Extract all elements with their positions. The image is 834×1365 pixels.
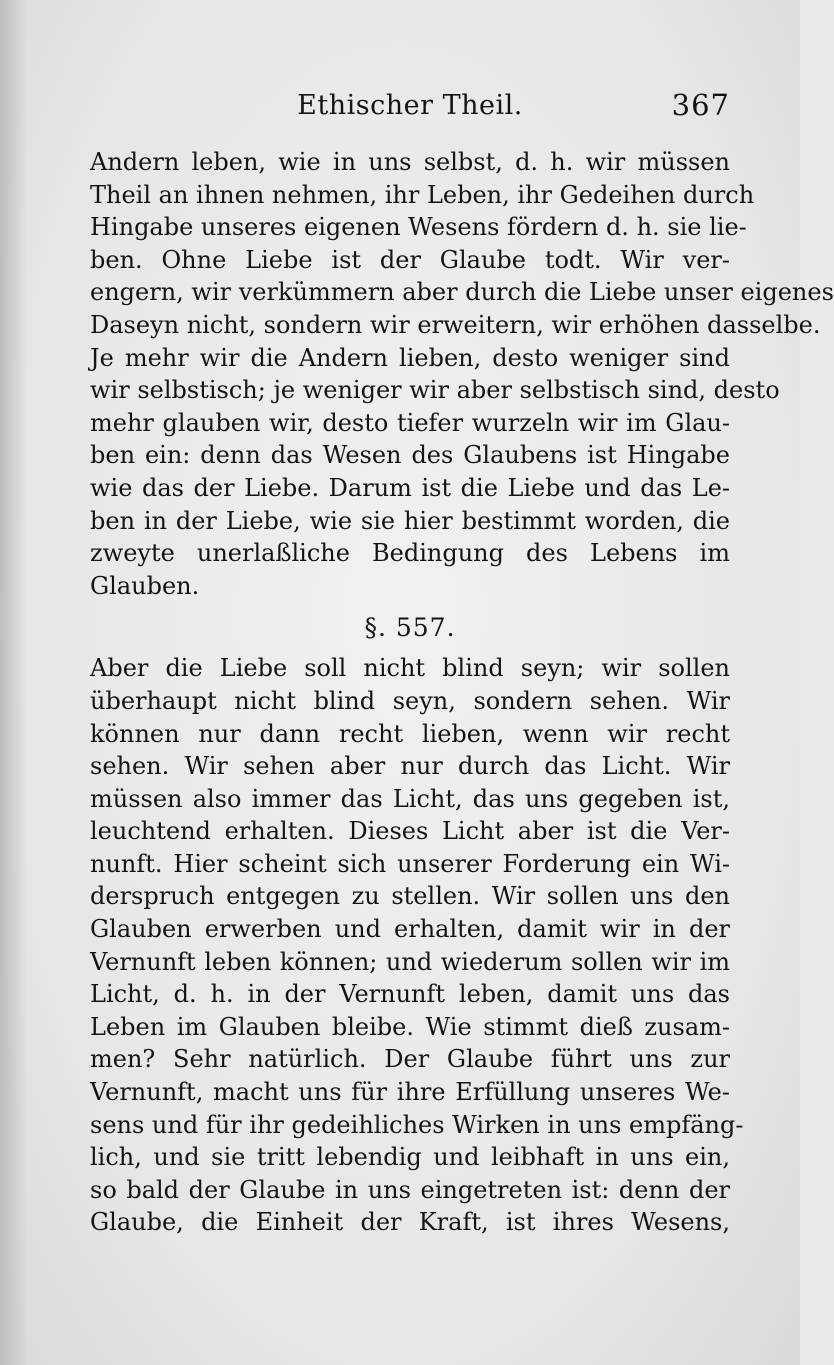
text-line: mehr glauben wir, desto tiefer wurzeln wir im Glau-: [90, 408, 730, 437]
text-line: Andern leben, wie in uns selbst, d. h. wir müssen: [90, 148, 730, 176]
paragraph-1: [90, 146, 834, 602]
page-number: 367: [671, 88, 730, 122]
body-text: [90, 146, 834, 1239]
text-line: Leben im Glauben bleibe. Wie stimmt dieß zusam-: [90, 1012, 730, 1041]
text-line: Glauben erwerben und erhalten, damit wir in der: [90, 915, 730, 944]
text-line: ben ein: denn das Wesen des Glaubens ist Hingabe: [90, 441, 730, 470]
text-line: können nur dann recht lieben, wenn wir recht: [90, 719, 730, 748]
text-line: sens und für ihr gedeihliches Wirken in uns empfäng-: [90, 1110, 744, 1139]
text-line: wir selbstisch; je weniger wir aber selbstisch sind, desto: [90, 376, 780, 405]
text-line: Hingabe unseres eigenen Wesens fördern d. h. sie lie-: [90, 213, 747, 242]
text-line: Licht, d. h. in der Vernunft leben, damit uns das: [90, 980, 730, 1009]
text-line: so bald der Glaube in uns eingetreten ist: denn der: [90, 1175, 730, 1204]
text-line: Aber die Liebe soll nicht blind seyn; wir sollen: [90, 654, 730, 683]
text-line: Vernunft leben können; und wiederum sollen wir im: [90, 947, 730, 976]
text-line: men? Sehr natürlich. Der Glaube führt uns zur: [90, 1045, 730, 1074]
text-line: Daseyn nicht, sondern wir erweitern, wir erhöhen dasselbe.: [90, 310, 821, 339]
text-line: Theil an ihnen nehmen, ihr Leben, ihr Gedeihen durch: [90, 180, 755, 209]
text-line: engern, wir verkümmern aber durch die Liebe unser eigenes: [90, 278, 834, 307]
running-head: Ethischer Theil.: [297, 90, 523, 121]
section-heading: §. 557.: [364, 613, 456, 643]
text-line: Glaube, die Einheit der Kraft, ist ihres Wesens,: [90, 1208, 730, 1237]
text-line: müssen also immer das Licht, das uns gegeben ist,: [90, 784, 730, 813]
binding-shadow: [0, 0, 28, 1365]
text-line: Glauben.: [90, 571, 200, 600]
text-line: zweyte unerlaßliche Bedingung des Lebens im: [90, 539, 730, 568]
text-line: Je mehr wir die Andern lieben, desto weniger sind: [90, 343, 730, 372]
text-line: nunft. Hier scheint sich unserer Forderung ein Wi-: [90, 849, 730, 878]
text-line: lich, und sie tritt lebendig und leibhaft in uns ein,: [90, 1143, 730, 1172]
text-line: derspruch entgegen zu stellen. Wir sollen uns den: [90, 882, 730, 911]
text-line: überhaupt nicht blind seyn, sondern sehen. Wir: [90, 686, 730, 715]
text-line: Vernunft, macht uns für ihre Erfüllung unseres We-: [90, 1078, 730, 1107]
text-line: wie das der Liebe. Darum ist die Liebe und das Le-: [90, 473, 730, 502]
text-line: ben in der Liebe, wie sie hier bestimmt worden, die: [90, 506, 730, 535]
paragraph-2: [90, 652, 744, 1239]
text-line: ben. Ohne Liebe ist der Glaube todt. Wir ver-: [90, 245, 730, 274]
text-line: leuchtend erhalten. Dieses Licht aber ist die Ver-: [90, 817, 730, 846]
text-line: sehen. Wir sehen aber nur durch das Licht. Wir: [90, 752, 730, 781]
page-header: [90, 84, 730, 134]
